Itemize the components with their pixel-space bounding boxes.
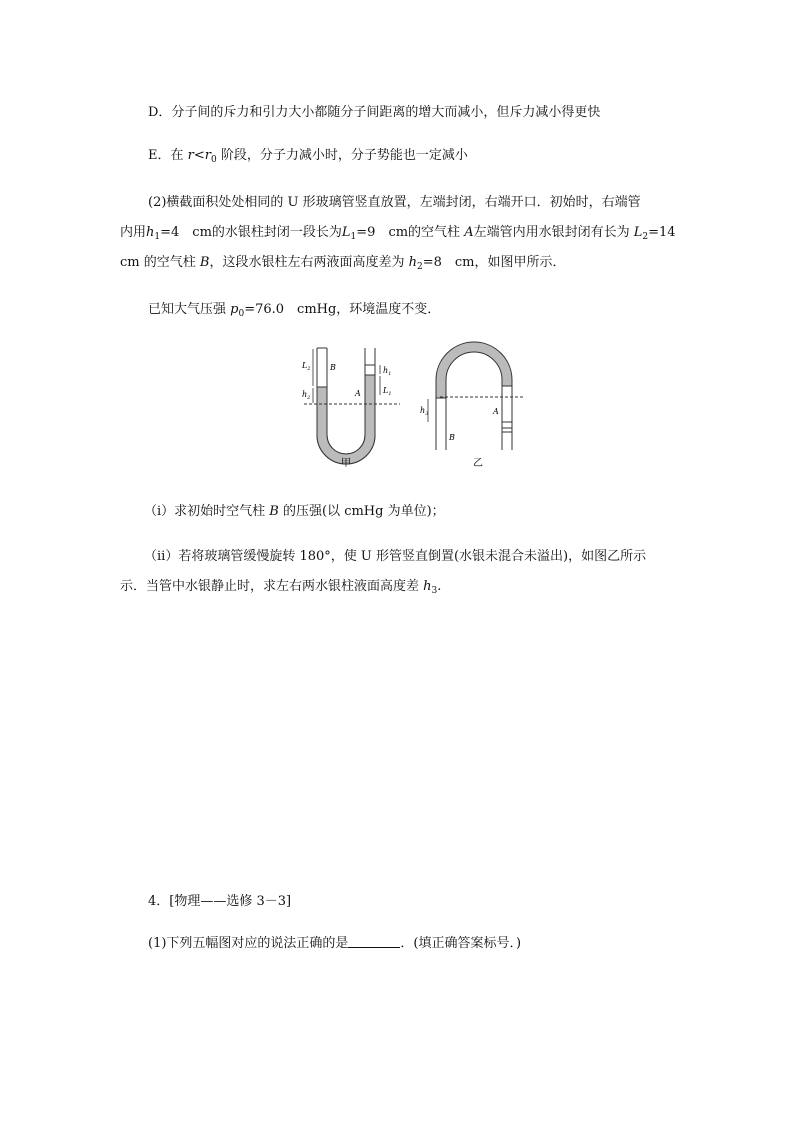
- option-d: D．分子间的斥力和引力大小都随分子间距离的增大而减小，但斥力减小得更快: [148, 105, 601, 120]
- label-b-yi: B: [449, 433, 455, 442]
- question-2-line-2: 内用$h_1=4$ cm的水银柱封闭一段长为$L_1=9$ cm的空气柱 A左端管内用水银封闭有长为 $L_2=14$: [120, 225, 676, 242]
- question-2-line-1: (2)横截面积处处相同的 U 形玻璃管竖直放置，左端封闭，右端开口．初始时，右端管: [148, 195, 641, 210]
- label-a-jia: A: [355, 389, 361, 398]
- question-4-title: 4．[物理——选修 3－3]: [148, 894, 292, 909]
- caption-yi: 乙: [473, 458, 483, 469]
- u-tube-figure: [290, 340, 530, 480]
- question-ii-line-1: （ⅱ）若将玻璃管缓慢旋转 180°，使 U 形管竖直倒置(水银未混合未溢出)，如图乙所示: [144, 549, 647, 564]
- question-i: （ⅰ）求初始时空气柱 B 的压强(以 cmHg 为单位)；: [144, 504, 445, 519]
- label-a-yi: A: [493, 407, 499, 416]
- caption-jia: 甲: [341, 458, 351, 469]
- label-h1: $h_1$: [383, 366, 392, 377]
- label-h3: $h_3$: [420, 406, 429, 417]
- label-h2: $h_2$: [302, 390, 311, 401]
- question-ii-line-2: 示．当管中水银静止时，求左右两水银柱液面高度差 $h_3$.: [120, 579, 442, 596]
- question-2-line-4: 已知大气压强 $p_0=76.0$ cmHg，环境温度不变．: [148, 302, 441, 319]
- option-e: E．在 $r<r_0$ 阶段，分子力减小时，分子势能也一定减小: [148, 148, 468, 165]
- label-l1: $L_1$: [383, 386, 392, 397]
- label-l2: $L_2$: [302, 361, 311, 372]
- question-2-line-3: cm 的空气柱 B，这段水银柱左右两液面高度差为 $h_2=8$ cm，如图甲所示．: [120, 255, 566, 272]
- mercury-jia: [317, 375, 375, 464]
- label-b-jia: B: [330, 363, 336, 372]
- question-4-part-1: (1)下列五幅图对应的说法正确的是 ．(填正确答案标号．): [148, 936, 522, 951]
- answer-blank[interactable]: [348, 935, 400, 948]
